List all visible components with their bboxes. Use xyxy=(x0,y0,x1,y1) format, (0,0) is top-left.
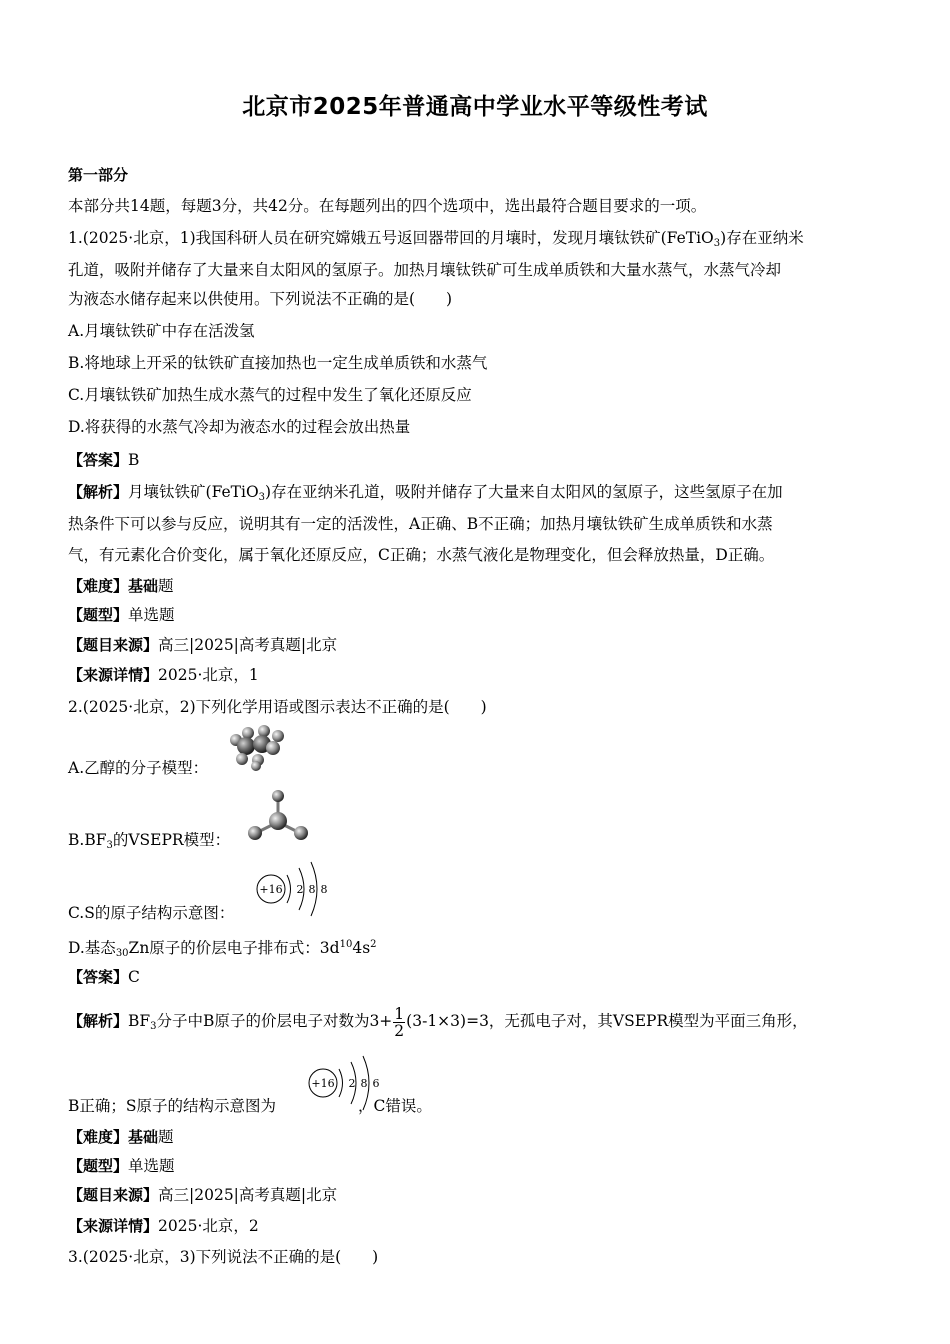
fraction-one-half: $\frac{1}{2}$ xyxy=(394,1004,405,1040)
answer-nucleus-label: +16 xyxy=(311,1077,335,1090)
q1-source-detail: 【来源详情】2025·北京，1 xyxy=(68,666,259,684)
q2-option-d: D.基态$_{30}$Zn原子的价层电子排布式：$3d^{10}4s^2$ xyxy=(68,939,377,959)
q2-option-a: A.乙醇的分子模型： xyxy=(68,759,209,777)
q2-option-b: $B.BF_3$的VSEPR模型： xyxy=(68,831,231,851)
q1-option-b: B.将地球上开采的钛铁矿直接加热也一定生成单质铁和水蒸气 xyxy=(68,354,488,372)
sulfur-atom-diagram-option xyxy=(254,858,334,918)
option-nucleus-label: +16 xyxy=(259,883,283,896)
q1-difficulty: 【难度】基础题 xyxy=(68,577,174,595)
option-shell-1: 2 xyxy=(296,883,304,896)
q1-stem-line2: 孔道，吸附并储存了大量来自太阳风的氢原子。加热月壤钛铁矿可生成单质铁和大量水蒸气，水蒸气冷却 xyxy=(68,261,782,279)
q1-source: 【题目来源】高三|2025|高考真题|北京 xyxy=(68,636,338,654)
q1-answer: 【答案】B xyxy=(68,451,140,469)
q2-analysis-line1: 【解析】$BF_3$分子中B原子的价层电子对数为3+ $\frac{1}{2}$ (3-1×3)=3，无孤电子对，其VSEPR模型为平面三角形， xyxy=(68,1004,808,1040)
part-heading: 第一部分 xyxy=(68,166,129,184)
answer-shell-2: 8 xyxy=(360,1077,368,1090)
q2-source: 【题目来源】高三|2025|高考真题|北京 xyxy=(68,1186,338,1204)
q2-option-c: C.S的原子结构示意图： xyxy=(68,904,235,922)
q2-stem: 2.(2025·北京，2)下列化学用语或图示表达不正确的是( ) xyxy=(68,698,487,716)
q2-difficulty: 【难度】基础题 xyxy=(68,1128,174,1146)
answer-shell-3: 6 xyxy=(372,1077,380,1090)
q2-type: 【题型】单选题 xyxy=(68,1157,175,1175)
q2-source-detail: 【来源详情】2025·北京，2 xyxy=(68,1217,259,1235)
page-title: 北京市2025年普通高中学业水平等级性考试 xyxy=(242,94,708,120)
q1-option-a: A.月壤钛铁矿中存在活泼氢 xyxy=(68,322,255,340)
option-shell-2: 8 xyxy=(308,883,316,896)
ethanol-model-image xyxy=(226,724,290,772)
q2-answer: 【答案】C xyxy=(68,968,140,986)
sulfur-atom-diagram-answer xyxy=(306,1052,386,1112)
q2-analysis-line2: B正确；S原子的结构示意图为 ，C错误。 xyxy=(68,1097,432,1115)
bf3-vsepr-model-image xyxy=(244,788,312,844)
answer-shell-1: 2 xyxy=(348,1077,356,1090)
q1-analysis-line1: 【解析】月壤钛铁矿(FeTiO$_3$)存在亚纳米孔道，吸附并储存了大量来自太阳风的氢原子，这些氢原子在加 xyxy=(68,483,783,503)
q1-option-c: C.月壤钛铁矿加热生成水蒸气的过程中发生了氧化还原反应 xyxy=(68,386,472,404)
part-intro: 本部分共14题，每题3分，共42分。在每题列出的四个选项中，选出最符合题目要求的一项。 xyxy=(68,197,707,215)
option-shell-3: 8 xyxy=(320,883,328,896)
q1-type: 【题型】单选题 xyxy=(68,606,175,624)
q1-option-d: D.将获得的水蒸气冷却为液态水的过程会放出热量 xyxy=(68,418,411,436)
q1-stem-line1: 1.(2025·北京，1)我国科研人员在研究嫦娥五号返回器带回的月壤时，发现月壤钛铁矿(FeTiO$_3$)存在亚纳米 xyxy=(68,229,804,249)
q1-stem-line3: 为液态水储存起来以供使用。下列说法不正确的是( ) xyxy=(68,290,453,308)
q3-stem: 3.(2025·北京，3)下列说法不正确的是( ) xyxy=(68,1248,379,1266)
q1-analysis-line2: 热条件下可以参与反应，说明其有一定的活泼性，A正确、B不正确；加热月壤钛铁矿生成单质铁和水蒸 xyxy=(68,515,773,533)
q1-analysis-line3: 气，有元素化合价变化，属于氧化还原反应，C正确；水蒸气液化是物理变化，但会释放热量，D正确。 xyxy=(68,546,775,564)
